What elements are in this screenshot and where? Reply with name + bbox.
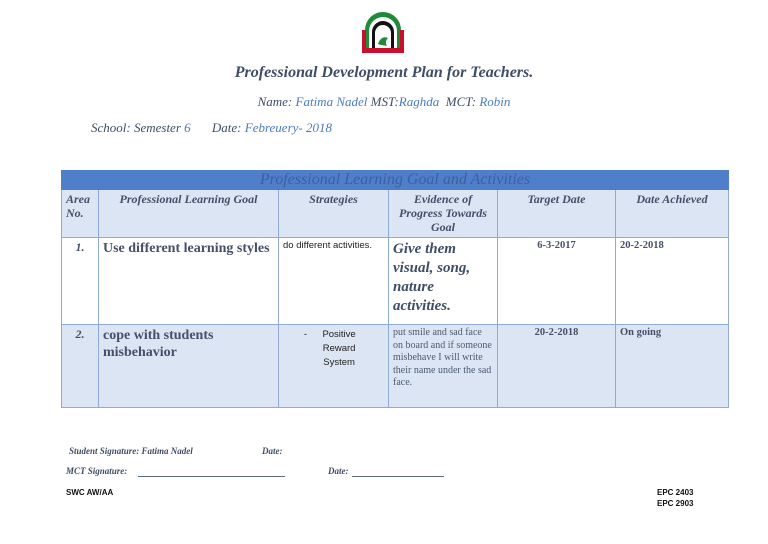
footer-code-left: SWC AW/AA <box>66 488 114 497</box>
mst-value: Raghda <box>398 94 440 109</box>
header-target-date: Target Date <box>498 190 616 238</box>
target-date-cell: 20-2-2018 <box>498 325 616 408</box>
institution-emblem-icon <box>360 8 406 54</box>
name-label: Name: <box>257 94 293 109</box>
evidence-cell: Give them visual, song, nature activities. <box>389 238 498 325</box>
area-number: 1. <box>62 238 99 325</box>
learning-goal-table <box>61 170 729 408</box>
mst-label: MST: <box>370 94 399 109</box>
header-date-achieved: Date Achieved <box>616 190 729 238</box>
mct-label: MCT: <box>445 94 477 109</box>
table-row <box>62 325 729 408</box>
goal-cell: Use different learning styles <box>99 238 279 325</box>
mct-signature-line <box>138 466 285 477</box>
table-banner: Professional Learning Goal and Activities <box>62 171 729 190</box>
header-evidence: Evidence of Progress Towards Goal <box>389 190 498 238</box>
header-area: Area No. <box>62 190 99 238</box>
name-value: Fatima Nadel <box>295 94 368 109</box>
goal-cell: cope with students misbehavior <box>99 325 279 408</box>
strategy-text: Positive Reward System <box>322 329 356 368</box>
page-title: Professional Development Plan for Teachers. <box>234 64 534 81</box>
mct-value: Robin <box>479 94 511 109</box>
student-signature: Student Signature: Fatima Nadel <box>69 446 193 456</box>
school-value: 6 <box>184 120 191 135</box>
mct-date-label: Date: <box>328 466 349 476</box>
footer-code-right-1: EPC 2403 <box>657 488 694 497</box>
bullet-dash: - <box>303 329 308 340</box>
school-date-line <box>91 120 332 136</box>
header-goal: Professional Learning Goal <box>99 190 279 238</box>
date-achieved-cell: On going <box>616 325 729 408</box>
school-label: School: Semester <box>91 120 181 135</box>
footer-code-right-2: EPC 2903 <box>657 499 694 508</box>
table-header-row <box>62 190 729 238</box>
date-value: Febreuery- 2018 <box>244 120 332 135</box>
table-banner-row <box>62 171 729 190</box>
strategy-cell <box>279 325 389 408</box>
table-row <box>62 238 729 325</box>
header-strategies: Strategies <box>279 190 389 238</box>
evidence-cell: put smile and sad face on board and if someone misbehave I will write their name under the sad face. <box>389 325 498 408</box>
strategy-cell: do different activities. <box>279 238 389 325</box>
mct-signature-label: MCT Signature: <box>66 466 128 476</box>
student-date-label: Date: <box>262 446 283 456</box>
area-number: 2. <box>62 325 99 408</box>
date-achieved-cell: 20-2-2018 <box>616 238 729 325</box>
date-label: Date: <box>211 120 242 135</box>
participants-line <box>0 94 768 110</box>
target-date-cell: 6-3-2017 <box>498 238 616 325</box>
mct-date-line <box>352 466 444 477</box>
